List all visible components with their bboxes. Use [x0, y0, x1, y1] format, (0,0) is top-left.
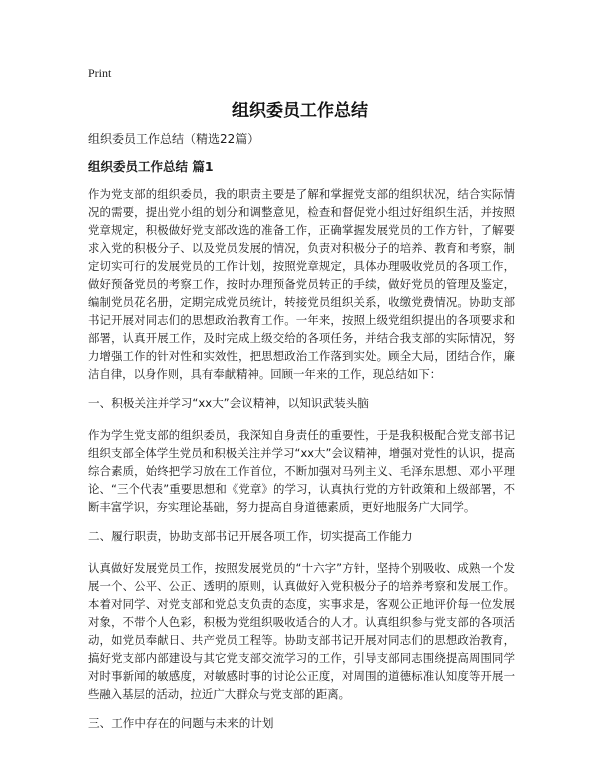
page-title: 组织委员工作总结 — [232, 101, 368, 121]
body-paragraph: 作为党支部的组织委员，我的职责主要是了解和掌握党支部的组织状况，结合实际情况的需要，提出党小组的划分和调整意见，检查和督促党小组过好组织生活，并按照党章规定，积极做好党支部改选的准备工作，正确掌握发展党员的工作方针，了解要求入党的积极分子、以及党员发展的情况，负责对积极分子的培养、教育和考察，制定切实可行的发展党员的工作计划，按照党章规定，具体办理吸收党员的各项工作，做好预备党员的考察工作，按时办理预备党员转正的手续，做好党员的管理及鉴定，编制党员花名册，定期完成党员统计，转接党员组织关系，收缴党费情况。协助支部书记开展对同志们的思想政治教育工作。一年来，按照上级党组织提出的各项要求和部署，认真开展工作，及时完成上级交给的各项任务，并结合我支部的实际情况，努力增强工作的针对性和实效性，把思想政治工作落到实处。顾全大局，团结合作，廉洁自律，以身作则，具有奉献精神。回顾一年来的工作，现总结如下： — [88, 187, 515, 381]
subsection-heading: 一、积极关注并学习“xx大”会议精神，以知识武装头脑 — [88, 396, 369, 410]
document-subtitle: 组织委员工作总结（精选22篇） — [88, 132, 260, 146]
subsection-heading: 二、履行职责，协助支部书记开展各项工作，切实提高工作能力 — [88, 529, 413, 543]
body-paragraph: 认真做好发展党员工作，按照发展党员的“十六字”方针，坚持个别吸收、成熟一个发展一个、公平、公正、透明的原则，认真做好入党积极分子的培养考察和发展工作。本着对同学、对党支部和党总支负责的态度，实事求是，客观公正地评价每一位发展对象，不带个人色彩，积极为党组织吸收适合的人才。认真组织参与党支部的各项活动，如党员奉献日、共产党员工程等。协助支部书记开展对同志们的思想政治教育，搞好党支部内部建设与其它党支部交流学习的工作，引导支部同志围绕提高周围同学对时事新闻的敏感度，对敏感时事的讨论公正度，对周围的道德标准认知度等开展一些融入基层的活动，拉近广大群众与党支部的距离。 — [88, 561, 515, 701]
section-heading: 组织委员工作总结 篇1 — [88, 159, 214, 174]
print-link[interactable]: Print — [88, 66, 112, 80]
document-body — [88, 131, 515, 746]
body-paragraph: 作为学生党支部的组织委员，我深知自身责任的重要性，于是我积极配合党支部书记组织支部全体学生党员和积极关注并学习“xx大”会议精神，增强对党性的认识，提高综合素质，始终把学习放在工作首位，不断加强对马列主义、毛泽东思想、邓小平理论、“三个代表”重要思想和《党章》的学习，认真执行党的方针政策和上级部署，不断丰富学识，夯实理论基础，努力提高自身道德素质，更好地服务广大同学。 — [88, 428, 515, 514]
subsection-heading: 三、工作中存在的问题与未来的计划 — [88, 716, 274, 730]
